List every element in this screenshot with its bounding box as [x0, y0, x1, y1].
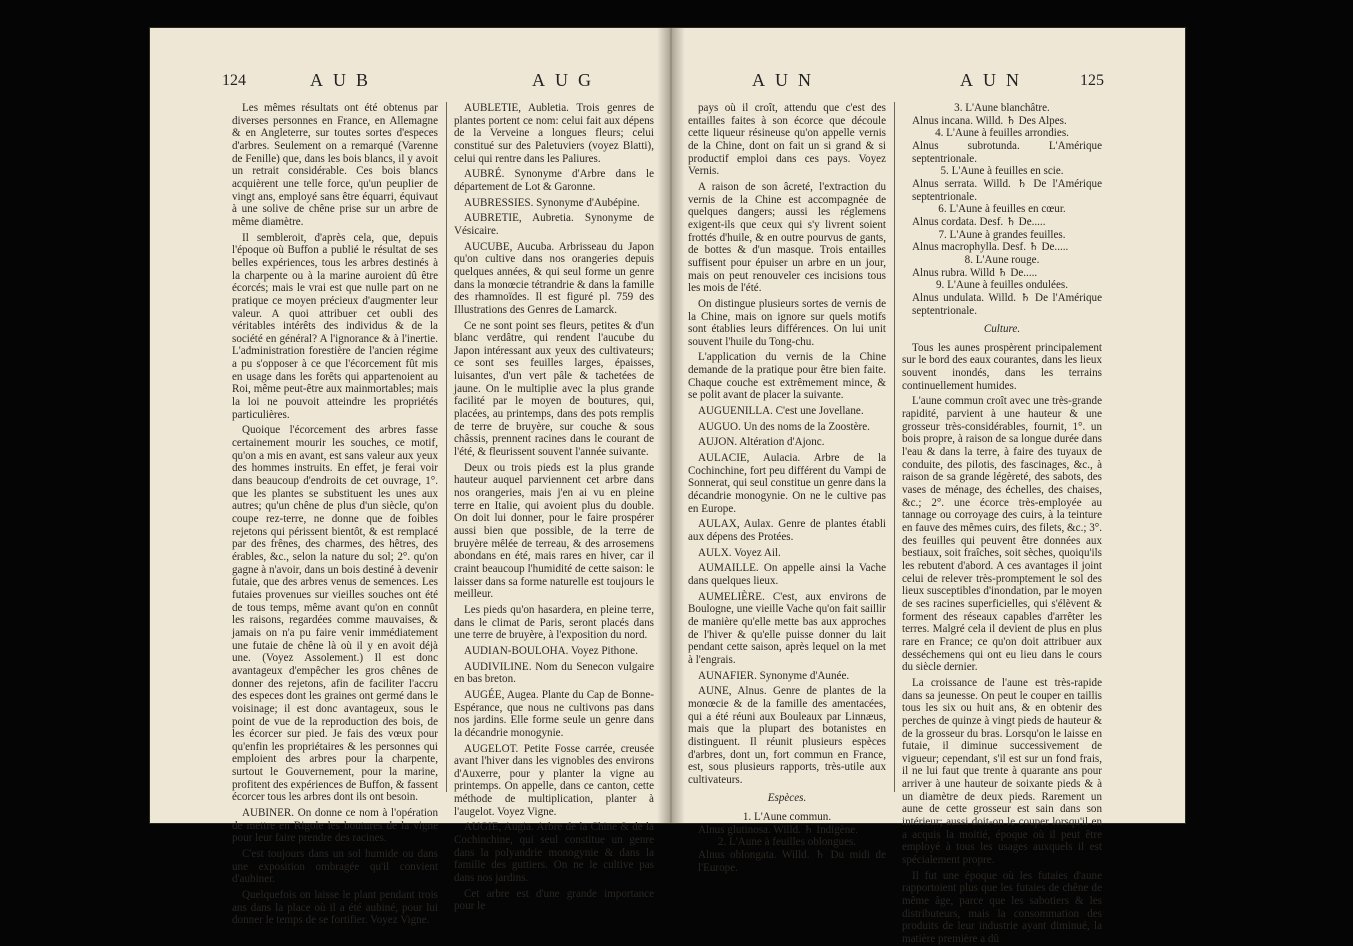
paragraph: Il fut une époque où les futaies d'aune rapportoient plus que les futaies de chêne de même âge, parce que les sabotiers & les distributeurs, mais la consommation des produits de leur industrie ayant diminué, la matière première a dû: [902, 869, 1102, 945]
species-name: 8. L'Aune rouge.: [964, 253, 1040, 266]
species-name: 3. L'Aune blanchâtre.: [954, 102, 1050, 114]
paragraph: A raison de son âcreté, l'extraction du vernis de la Chine est accompagnée de quelques dangers; aussi les réglemens exigent-ils que ceux qui s'y livrent soient frottés d'huile, & en outre pourvus de gants, de bottes & d'un masque. Trois entailles suffisent pour épuiser un arbre en un jour, mais on peut renouveler ces incisions tous les mois de l'été.: [688, 180, 886, 295]
paragraph: Deux ou trois pieds est la plus grande hauteur auquel parviennent cet arbre dans nos orangeries, mais j'en ai vu en pleine terre en Italie, qui avoient plus du double. On doit lui donner, pour le faire prospérer aussi bien que possible, de la terre de bruyère mêlée de terreau, & des arrosemens abondans en été, mais rares en hiver, car il craint beaucoup l'humidité de cette saison: le laisser dans sa forme naturelle est toujours le meilleur.: [454, 461, 654, 601]
species-name: 4. L'Aune à feuilles arrondies.: [935, 127, 1069, 140]
species-name: 1. L'Aune commun.: [742, 811, 832, 824]
paragraph: AUGELOT. Petite Fosse carrée, creusée avant l'hiver dans les vignobles des environs d'Auxerre, pour y planter la vigne au printemps. On appelle, dans ce canton, cette méthode de multiplication, planter à l'augelot. Voyez Vigne.: [454, 742, 654, 818]
paragraph: La croissance de l'aune est très-rapide dans sa jeunesse. On peut le couper en taillis tous les six ou huit ans, & en obtenir des perches de quinze à vingt pieds de hauteur & de la grosseur du bras. Lorsqu'on le laisse en futaie, il diminue successivement de vigueur; cependant, s'il est sur un fond frais, il ne lui faut que trente à quarante ans pour arriver à une hauteur de soixante pieds & à un diamètre de deux pieds. Rarement un aune de cette grosseur est sain dans son intérieur; aussi doit-on le couper lorsqu'il en a acquis la moitié, époque où il peut être employé à tous les usages auxquels il est spécialement propre.: [902, 676, 1102, 867]
species-name: 5. L'Aune à feuilles en scie.: [940, 165, 1064, 178]
species-latin: Alnus undulata. Willd. ♄ De l'Amérique septentrionale.: [912, 291, 1102, 317]
species-name: 6. L'Aune à feuilles en cœur.: [938, 203, 1066, 216]
section-heading: Espèces.: [767, 792, 807, 805]
paragraph: AUCUBE, Aucuba. Arbrisseau du Japon qu'on cultive dans nos orangeries depuis quelques années, & qui seul forme un genre dans la monœcie tétrandrie & dans la famille des rhamnoïdes. Il est figuré pl. 759 des Illustrations des Genres de Lamarck.: [454, 240, 654, 316]
left-page: [150, 28, 670, 927]
paragraph: Quoique l'écorcement des arbres fasse certainement mourir les souches, ce motif, qu'on a mis en avant, est sans valeur aux yeux des hommes instruits. En effet, je ferai voir dans beaucoup d'endroits de cet ouvrage, 1°. que les plantes se substituent les unes aux autres; qu'un chêne de plus d'un siècle, qu'on coupe rez-terre, ne donne que de foibles rejetons qui périssent bientôt, & est remplacé par des frênes, des charmes, des hêtres, des érables, &c., selon la nature du sol; 2°. qu'on gagne à n'avoir, dans un bois destiné à devenir futaie, que des arbres venus de semences. Les futaies provenues sur vieilles souches ont été de tous temps, même avant qu'on en connût les raisons, regardées comme mauvaises, & jamais on n'a pu faire venir immédiatement une futaie de chêne là où il y en avoit déjà une. (Voyez Assolement.) Il est donc avantageux d'empêcher les gros chênes de donner des rejetons, afin de faciliter l'accru des especes dont les graines ont germé dans le voisinage; il est donc avantageux, sous le point de vue de la reproduction des bois, de les écorcer sur pied. Je fais des vœux pour qu'enfin les propriétaires & les personnes qui emploient des arbres pour la charpente, surtout le Gouvernement, pour la marine, profitent des expériences de Buffon, & fassent écorcer tous les arbres dont ils ont besoin.: [232, 424, 438, 804]
right-page: [672, 28, 1185, 945]
running-head-right: AUN: [960, 70, 1029, 90]
running-head-left: AUB: [310, 70, 379, 90]
species-latin: Alnus incana. Willd. ♄ Des Alpes.: [912, 114, 1067, 127]
paragraph: AUGUO. Un des noms de la Zoostère.: [698, 420, 870, 433]
paragraph: Cet arbre est d'une grande importance pour le: [454, 887, 654, 913]
right-page-column-2: [902, 102, 1102, 945]
paragraph: Ce ne sont point ses fleurs, petites & d'un blanc verdâtre, qui rendent l'aucube du Japon intéressant aux yeux des cultivateurs; ce sont ses feuilles larges, épaisses, luisantes, d'un vert pâle & tachetées de jaune. On le multiplie avec la plus grande facilité par le moyen de boutures, qui, placées, au printemps, dans des pots remplis de terre de bruyère, sur couche & sous châssis, prennent racines dans le courant de l'été, & fleurissent souvent l'année suivante.: [454, 319, 654, 459]
paragraph: AUBRETIE, Aubretia. Synonyme de Vésicaire.: [454, 212, 654, 237]
species-latin: Alnus subrotunda. L'Amérique septentrionale.: [912, 139, 1102, 165]
species-latin: Alnus oblongata. Willd. ♄ Du midi de l'Europe.: [698, 849, 886, 874]
species-name: 2. L'Aune à feuilles oblongues.: [717, 836, 857, 849]
paragraph: AUMAILLE. On appelle ainsi la Vache dans quelques lieux.: [688, 562, 886, 587]
species-latin: Alnus rubra. Willd ♄ De.....: [912, 266, 1038, 279]
column-rule: [894, 102, 895, 792]
species-name: 7. L'Aune à grandes feuilles.: [938, 228, 1066, 241]
paragraph: Tous les aunes prospèrent principalement sur le bord des eaux courantes, dans les lieux souvent inondés, dans les terrains continuellement humides.: [902, 341, 1102, 392]
paragraph: AUDIVILINE. Nom du Senecon vulgaire en bas breton.: [454, 660, 654, 686]
paragraph: AUDIAN-BOULOHA. Voyez Pithone.: [464, 644, 638, 657]
species-latin: Alnus macrophylla. Desf. ♄ De.....: [912, 241, 1069, 254]
paragraph: AULACIE, Aulacia. Arbre de la Cochinchine, fort peu différent du Vampi de Sonnerat, qui seul constitue un genre dans la décandrie monogynie. On ne le cultive pas en Europe.: [688, 452, 886, 515]
paragraph: AUBRESSIES. Synonyme d'Aubépine.: [464, 196, 640, 209]
paragraph: AUBINER. On donne ce nom à l'opération de mettre en Rigole les boutures de la vigne pour leur faire prendre des racines.: [232, 807, 438, 845]
species-latin: Alnus glutinosa. Willd. ♄ Indigène.: [698, 823, 858, 836]
left-page-column-2: [454, 102, 654, 913]
paragraph: AUBLETIE, Aubletia. Trois genres de plantes portent ce nom: celui fait aux dépens de la Verveine a longues fleurs; celui constitué sur des Paletuviers (voyez Blatti), celui qui rentre dans les Paliures.: [454, 102, 654, 165]
paragraph: Quelquefois on laisse le plant pendant trois ans dans la place où il a été aubiné, pour lui donner le temps de se fortifier. Voyez Vigne.: [232, 889, 438, 927]
paragraph: On distingue plusieurs sortes de vernis de la Chine, mais on ignore sur quels motifs sont établies leurs différences. On lui unit souvent l'huile du Tong-chu.: [688, 297, 886, 348]
paragraph: AUGIE, Augia. Arbre de la Chine & de la Cochinchine, qui seul constitue un genre dans la polyandrie monogynie & dans la famille des guttiers. On ne le cultive pas dans nos jardins.: [454, 821, 654, 885]
column-rule: [446, 102, 447, 792]
page-number: 124: [222, 72, 246, 89]
paragraph: AULX. Voyez Ail.: [698, 546, 781, 559]
species-name: 9. L'Aune à feuilles ondulées.: [935, 279, 1068, 292]
section-heading: Culture.: [983, 323, 1021, 336]
species-latin: Alnus cordata. Desf. ♄ De.....: [912, 215, 1046, 228]
paragraph: AUNAFIER. Synonyme d'Aunée.: [698, 669, 850, 682]
right-running-head: [672, 68, 1185, 94]
paragraph: AUNE, Alnus. Genre de plantes de la monœcie & de la famille des amentacées, qui a été réuni aux Bouleaux par Linnæus, mais que la plupart des botanistes en distinguent. Il réunit plusieurs espèces d'arbres, dont un, fort commun en France, est, sous plusieurs rapports, très-utile aux cultivateurs.: [688, 685, 886, 786]
paragraph: L'aune commun croît avec une très-grande rapidité, parvient à une hauteur & une grosseur très-considérables, fournit, 1°. un bois propre, à raison de sa longue durée dans l'eau & dans la terre, à faire des tuyaux de conduite, des pilotis, des fascinages, &c., à raison de sa grande légèreté, des sabots, des vases de ménage, des échelles, des chaises, &c.; 2°. une écorce très-employée au tannage ou corroyage des cuirs, à la teinture en fauve des mêmes cuirs, des filets, &c.; 3°. des feuilles qui peuvent être données aux bestiaux, soit fraîches, soit sèches, quoiqu'ils les rebutent d'abord. A ces avantages il joint celui de relever très-promptement le sol des lieux susceptibles d'inondation, par le moyen de ses racines superficielles, qui s'élèvent & forment des réseaux capables d'arrêter les terres. Malgré cela il devient de plus en plus rare en France; ce qu'on doit attribuer aux desséchemens qui ont eu lieu dans le cours du siècle dernier.: [902, 395, 1102, 674]
paragraph: AUMELIÈRE. C'est, aux environs de Boulogne, une vieille Vache qu'on fait saillir de manière qu'elle mette bas aux approches de l'hiver & qu'elle puisse donner du lait pendant cette saison, après lequel on la met à l'engrais.: [688, 590, 886, 666]
paragraph: AULAX, Aulax. Genre de plantes établi aux dépens des Protées.: [688, 518, 886, 543]
paragraph: pays où il croît, attendu que c'est des entailles faites à son écorce que découle cette liqueur résineuse qu'on appelle vernis de la Chine, dont on fait un si grand & si productif emploi dans ces pays. Voyez Vernis.: [688, 102, 886, 178]
running-head-right: AUG: [532, 70, 601, 90]
paragraph: AUJON. Altération d'Ajonc.: [698, 436, 825, 449]
paragraph: AUGUENILLA. C'est une Jovellane.: [698, 405, 864, 418]
page-number: 125: [1080, 72, 1104, 89]
paragraph: Il sembleroit, d'après cela, que, depuis l'époque où Buffon a publié le résultat de ses belles expériences, tous les arbres destinés à la charpente ou à la marine auroient dû être écorcés; mais le vrai est que nulle part on ne pratique ce moyen précieux d'augmenter leur valeur. A quoi attribuer cet oubli des véritables intérêts des individus & de la société en général? A l'ignorance & à l'inertie. L'administration forestière de l'ancien régime a pu s'opposer à ce que l'écorcement fût mis en usage dans les forêts qui appartenoient au Roi, même peut-être aux mainmortables; mais la loi ne pouvoit atteindre les propriétés particulières.: [232, 231, 438, 421]
paragraph: Les mêmes résultats ont été obtenus par diverses personnes en France, en Allemagne & en Angleterre, sur toutes sortes d'especes d'arbres. Seulement on a remarqué (Varenne de Fenille) que, dans les bois blancs, il y avoit un retrait considérable. Ces bois blancs acquièrent une telle force, qu'un peuplier de vingt ans, employé sans être équarri, équivaut à une solive de chêne prise sur un arbre de même diamètre.: [232, 102, 438, 228]
right-page-column-1: [688, 102, 886, 874]
paragraph: AUGÉE, Augea. Plante du Cap de Bonne-Espérance, que nous ne cultivons pas dans nos jardins. Elle forme seule un genre dans la décandrie monogynie.: [454, 688, 654, 739]
paragraph: Les pieds qu'on hasardera, en pleine terre, dans le climat de Paris, seront placés dans une terre de bruyère, à l'exposition du nord.: [454, 603, 654, 642]
paragraph: C'est toujours dans un sol humide ou dans une exposition ombragée qu'il convient d'aubiner.: [232, 848, 438, 886]
book-spread: [150, 28, 1185, 945]
running-head-left: AUN: [752, 70, 821, 90]
left-running-head: [150, 68, 670, 94]
paragraph: L'application du vernis de la Chine demande de la pratique pour être bien faite. Chaque couche est extrêmement mince, & se polit avant de placer la suivante.: [688, 351, 886, 402]
species-latin: Alnus serrata. Willd. ♄ De l'Amérique septentrionale.: [912, 177, 1102, 203]
left-page-column-1: [232, 102, 438, 927]
paragraph: AUBRÉ. Synonyme d'Arbre dans le département de Lot & Garonne.: [454, 168, 654, 193]
